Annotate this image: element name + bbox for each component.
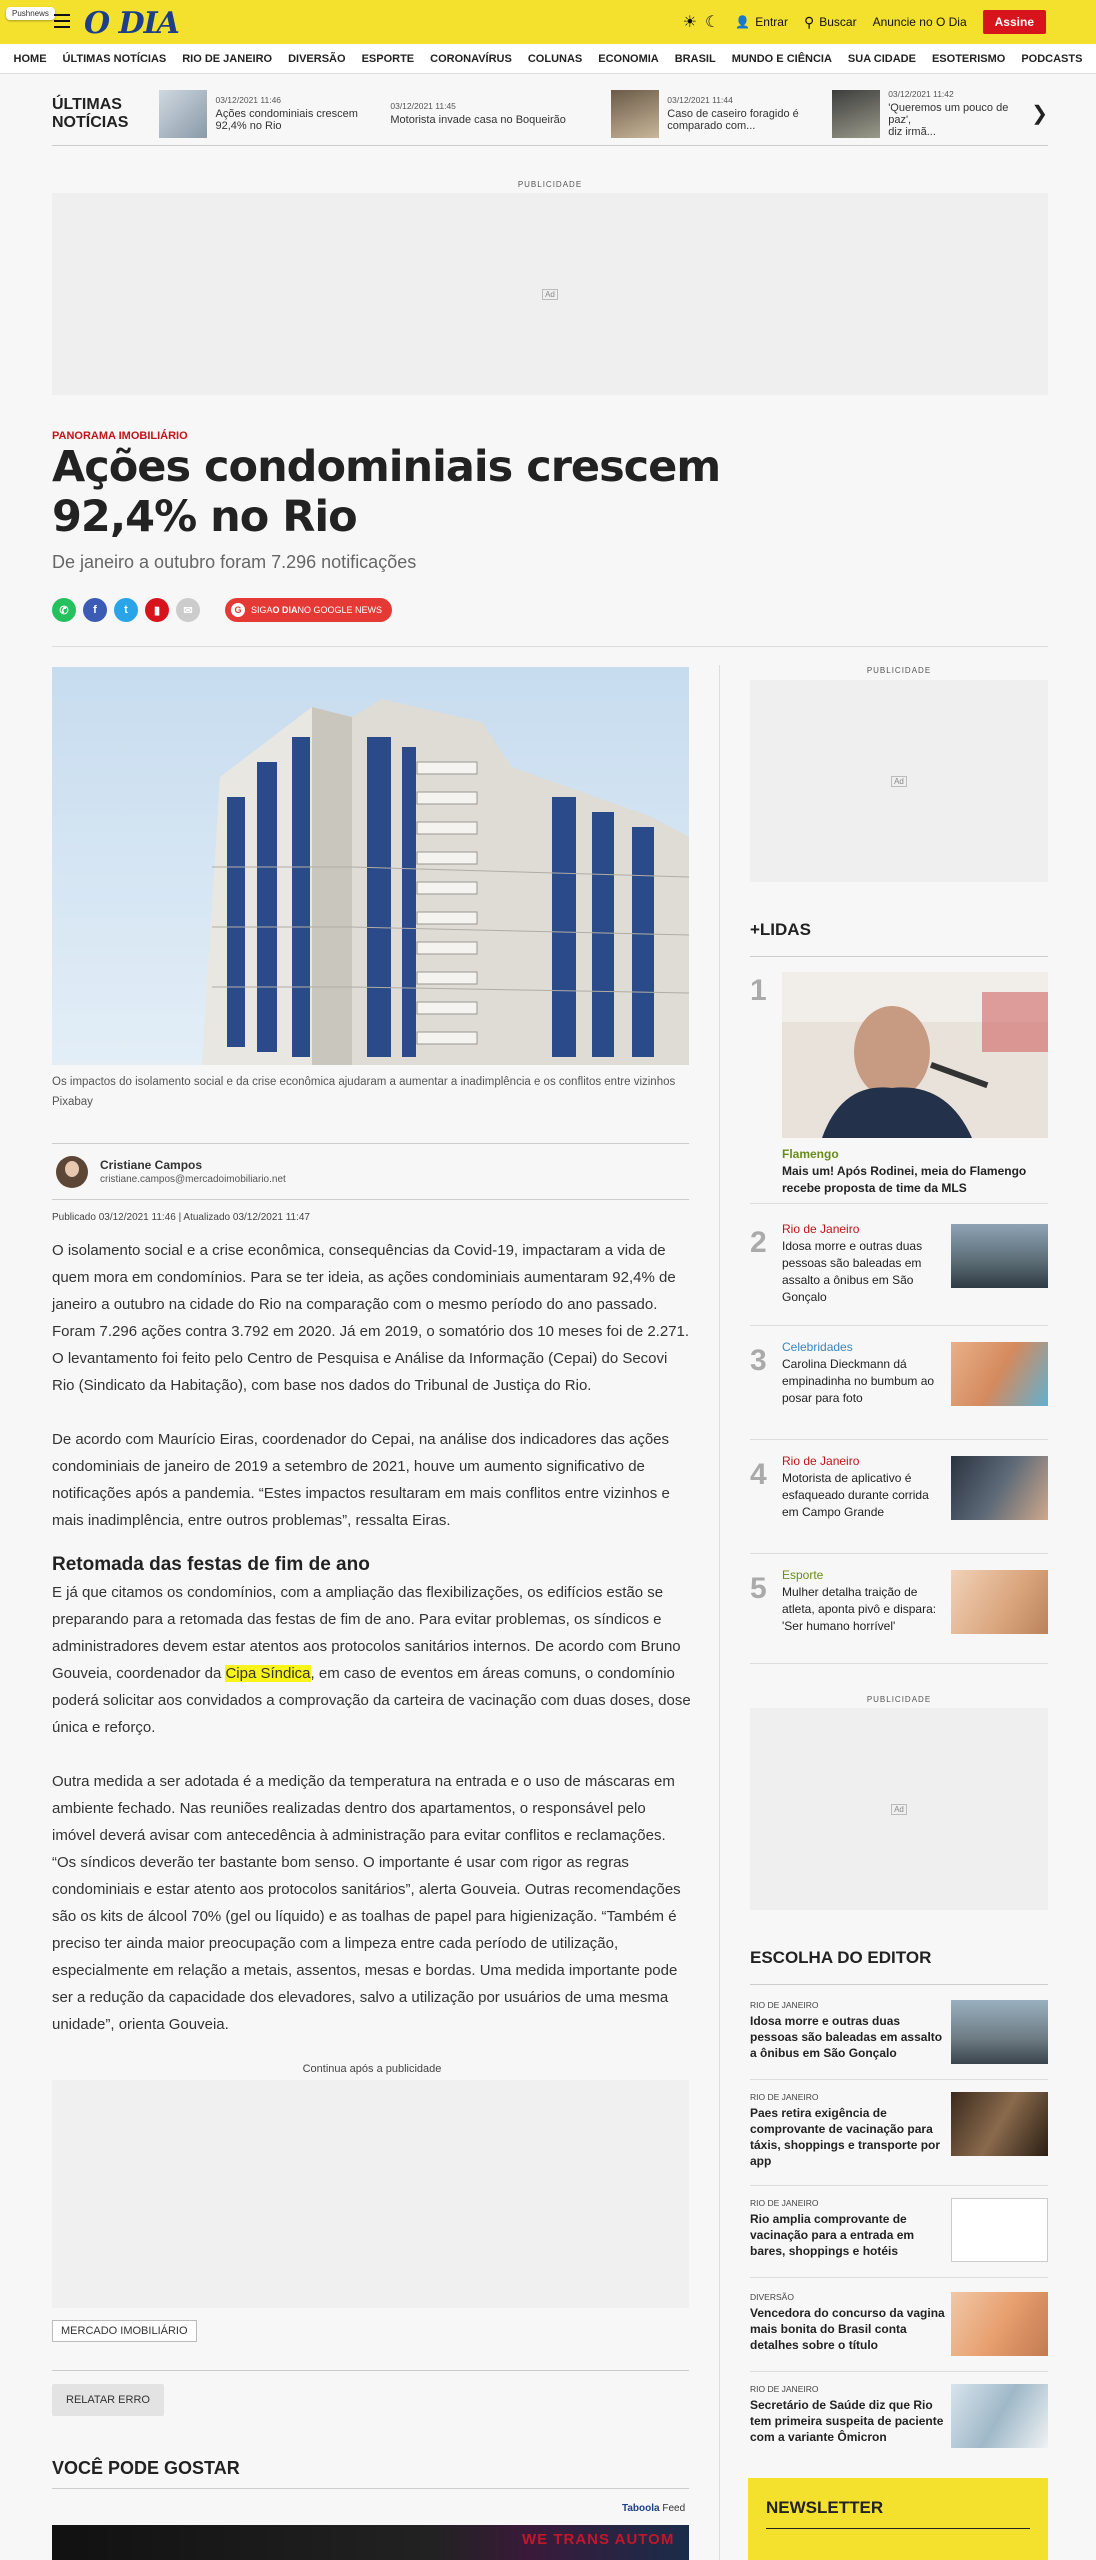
headline[interactable]: Motorista de aplicativo é esfaqueado durante corrida em Campo Grande xyxy=(782,1471,929,1519)
you-may-like-heading: VOCÊ PODE GOSTAR xyxy=(52,2458,240,2478)
ad-marker: Ad xyxy=(891,1804,907,1815)
ticker-item[interactable]: 03/12/2021 11:42 'Queremos um pouco de paz', diz irmã... xyxy=(832,89,1031,138)
avatar[interactable] xyxy=(56,1156,88,1188)
report-error-button[interactable]: RELATAR ERRO xyxy=(52,2384,164,2416)
category-label: RIO DE JANEIRO xyxy=(750,2000,819,2010)
article-body-2 xyxy=(52,1579,692,2065)
login-link[interactable] xyxy=(735,15,788,29)
column-divider xyxy=(719,665,720,2560)
category-label[interactable]: Rio de Janeiro xyxy=(782,1222,860,1236)
nav-item[interactable]: ECONOMIA xyxy=(598,52,659,65)
inline-ad[interactable] xyxy=(52,2080,689,2308)
thumbnail xyxy=(951,2384,1048,2448)
article-subtitle: De janeiro a outubro foram 7.296 notificações xyxy=(52,552,417,572)
newsletter-heading: NEWSLETTER xyxy=(766,2498,1030,2529)
most-read-image xyxy=(782,972,1048,1138)
category-label[interactable]: Esporte xyxy=(782,1568,824,1582)
nav-item[interactable]: COLUNAS xyxy=(527,52,583,65)
ad-label: PUBLICIDADE xyxy=(866,666,932,675)
editor-choice-heading: ESCOLHA DO EDITOR xyxy=(750,1948,932,1967)
nav-item[interactable]: MUNDO E CIÊNCIA xyxy=(731,52,832,65)
nav-item[interactable]: BRASIL xyxy=(674,52,716,65)
facebook-icon[interactable]: f xyxy=(83,598,107,622)
google-icon: G xyxy=(231,603,245,617)
menu-icon[interactable] xyxy=(54,14,70,32)
ad-label: PUBLICIDADE xyxy=(866,1695,932,1704)
rank-number: 3 xyxy=(750,1344,767,1377)
nav-item[interactable]: ESPORTE xyxy=(361,52,415,65)
divider xyxy=(750,956,1048,957)
newsletter-box xyxy=(748,2478,1048,2560)
taboola-label[interactable]: Taboola Feed xyxy=(622,2503,686,2514)
section-heading: Retomada das festas de fim de ano xyxy=(52,1554,370,1575)
category-label[interactable]: Rio de Janeiro xyxy=(782,1454,860,1468)
most-read-heading: +LIDAS xyxy=(750,920,811,939)
ad-marker: Ad xyxy=(891,776,907,787)
most-read-item[interactable] xyxy=(750,1222,1048,1326)
continue-label: Continua após a publicidade xyxy=(302,2063,442,2075)
category-label: RIO DE JANEIRO xyxy=(750,2198,819,2208)
headline[interactable]: Vencedora do concurso da vagina mais bonita do Brasil conta detalhes sobre o título xyxy=(750,2306,945,2352)
category-label[interactable]: Flamengo xyxy=(782,1147,839,1161)
editor-item[interactable] xyxy=(750,2092,1048,2186)
nav-item[interactable]: PODCASTS xyxy=(1021,52,1083,65)
search-label: Buscar xyxy=(819,15,857,29)
headline[interactable]: Mulher detalha traição de atleta, aponta pivô e dispara: 'Ser humano horrível' xyxy=(782,1585,937,1633)
editor-item[interactable] xyxy=(750,2000,1048,2080)
ticker-item[interactable]: 03/12/2021 11:45 Motorista invade casa no Boqueirão xyxy=(390,101,566,126)
latest-news-ticker xyxy=(52,82,1048,146)
ad-banner[interactable] xyxy=(52,193,1048,395)
search-icon: ⚲ xyxy=(803,13,815,30)
nav-item[interactable]: HOME xyxy=(13,52,47,65)
google-news-button[interactable]: G SIGA O DIA NO GOOGLE NEWS xyxy=(225,598,392,622)
twitter-icon[interactable]: t xyxy=(114,598,138,622)
author-box xyxy=(52,1143,689,1200)
sun-icon[interactable]: ☀ xyxy=(682,14,697,31)
nav-item[interactable]: SUA CIDADE xyxy=(847,52,916,65)
article-body-1 xyxy=(52,1237,692,1561)
whatsapp-icon[interactable]: ✆ xyxy=(52,598,76,622)
thumbnail xyxy=(951,1570,1048,1634)
highlighted-link[interactable]: Cipa Síndica xyxy=(225,1665,311,1682)
editor-item[interactable] xyxy=(750,2292,1048,2372)
divider xyxy=(52,2370,689,2371)
editor-item[interactable] xyxy=(750,2198,1048,2278)
thumbnail xyxy=(951,1224,1048,1288)
site-logo[interactable]: O DIA xyxy=(84,6,179,41)
ticker-thumbnail xyxy=(611,90,659,138)
divider xyxy=(52,2488,689,2489)
share-bar xyxy=(52,598,392,622)
category-label: DIVERSÃO xyxy=(750,2292,794,2302)
moon-icon[interactable]: ☾ xyxy=(704,14,720,31)
bookmark-icon[interactable]: ▮ xyxy=(145,598,169,622)
chevron-right-icon[interactable]: ❯ xyxy=(1031,103,1048,125)
ticker-label: ÚLTIMAS NOTÍCIAS xyxy=(52,95,129,131)
divider xyxy=(750,1984,1048,1985)
paragraph: De acordo com Maurício Eiras, coordenador do Cepai, na análise dos indicadores das ações condominiais de janeiro de 2019 a setembro de 2021, houve um aumento significativo de notificações após a pandemia. “Estes impactos resultaram em mais conflitos entre vizinhos e mais inadimplência, entre outros problemas”, ressalta Eiras. xyxy=(52,1431,670,1529)
nav-item[interactable]: CORONAVÍRUS xyxy=(430,52,512,65)
sidebar-ad[interactable] xyxy=(750,680,1048,882)
article-kicker[interactable]: PANORAMA IMOBILIÁRIO xyxy=(52,430,188,442)
publish-date: Publicado 03/12/2021 11:46 | Atualizado 03/12/2021 11:47 xyxy=(52,1212,310,1223)
nav-item[interactable]: DIVERSÃO xyxy=(288,52,346,65)
rank-number: 4 xyxy=(750,1458,767,1491)
ticker-item[interactable]: 03/12/2021 11:44 Caso de caseiro foragido é comparado com... xyxy=(611,90,832,138)
headline[interactable]: Carolina Dieckmann dá empinadinha no bumbum ao posar para foto xyxy=(782,1357,935,1405)
recommended-image[interactable] xyxy=(52,2525,689,2560)
rank-number: 2 xyxy=(750,1226,767,1259)
headline[interactable]: Secretário de Saúde diz que Rio tem primeira suspeita de paciente com a variante Ômicron xyxy=(750,2398,944,2444)
thumbnail xyxy=(951,2292,1048,2356)
image-caption: Os impactos do isolamento social e da crise econômica ajudaram a aumentar a inadimplência e os conflitos entre vizinhos Pixabay xyxy=(52,1072,692,1112)
most-read-item[interactable] xyxy=(750,1568,1048,1664)
headline[interactable]: Rio amplia comprovante de vacinação para a entrada em bares, shoppings e hotéis xyxy=(750,2212,915,2258)
advertise-link[interactable]: Anuncie no O Dia xyxy=(872,15,967,29)
headline[interactable]: Paes retira exigência de comprovante de vacinação para táxis, shoppings e transporte por app xyxy=(750,2106,941,2168)
user-icon: 👤 xyxy=(735,15,751,29)
category-label[interactable]: Celebridades xyxy=(782,1340,853,1354)
thumbnail xyxy=(951,2092,1048,2156)
email-icon[interactable]: ✉ xyxy=(176,598,200,622)
divider xyxy=(52,646,1048,647)
nav-item[interactable]: ESOTERISMO xyxy=(931,52,1006,65)
thumbnail xyxy=(951,1456,1048,1520)
ad-marker: Ad xyxy=(542,289,558,300)
ticker-item[interactable]: 03/12/2021 11:46 Ações condominiais crescem 92,4% no Rio xyxy=(159,90,390,138)
recommended-image-text: WE TRANS AUTOM xyxy=(522,2531,675,2548)
main-nav xyxy=(0,44,1096,74)
image-credit: Pixabay xyxy=(52,1096,93,1108)
rank-number: 1 xyxy=(750,974,767,1007)
editor-item[interactable] xyxy=(750,2384,1048,2460)
topic-tag[interactable]: MERCADO IMOBILIÁRIO xyxy=(52,2320,197,2342)
author-name[interactable]: Cristiane Campos xyxy=(100,1158,203,1172)
most-read-item[interactable] xyxy=(750,1340,1048,1440)
article-image xyxy=(52,667,689,1065)
thumbnail xyxy=(951,1342,1048,1406)
thumbnail xyxy=(951,2198,1048,2262)
top-bar xyxy=(0,0,1096,44)
paragraph: Outra medida a ser adotada é a medição da temperatura na entrada e o uso de máscaras em ambiente fechado. Nas reuniões realizadas dentro dos apartamentos, o responsável pelo imóvel deverá avisar com antecedência à administração para evitar conflitos e reclamações. “Os síndicos deverão ter bastante bom senso. O importante é usar com rigor as regras condominiais e estar atento aos protocolos sanitários”, alerta Gouveia. Outras recomendações são os kits de álcool 70% (gel ou líquido) e as toalhas de papel para higienização. “Também é preciso ter ainda maior preocupação com a limpeza entre cada período de utilização, especialmente em relação a metais, assentos, mesas e bordas. Uma medida importante pode ser a redução da capacidade dos elevadores, salvo a utilização por usuários de uma mesma unidade”, orienta Gouveia. xyxy=(52,1773,681,2033)
author-email[interactable]: cristiane.campos@mercadoimobiliario.net xyxy=(100,1174,286,1185)
article-title: Ações condominiais crescem 92,4% no Rio xyxy=(52,442,721,542)
thumbnail xyxy=(951,2000,1048,2064)
category-label: RIO DE JANEIRO xyxy=(750,2092,819,2102)
paragraph: E já que citamos os condomínios, com a ampliação das flexibilizações, os edifícios estão se preparando para a retomada das festas de fim de ano. Para evitar problemas, os síndicos e administradores devem estar atentos aos protocolos sanitários internos. De acordo com Bruno Gouveia, coordenador da Cipa Síndica, em caso de eventos em áreas comuns, o condomínio poderá solicitar aos convidados a comprovação da carteira de vacinação com duas doses, dose única e reforço. xyxy=(52,1584,691,1736)
most-read-item[interactable] xyxy=(750,970,1048,1204)
nav-item[interactable]: ÚLTIMAS NOTÍCIAS xyxy=(62,52,167,65)
rank-number: 5 xyxy=(750,1572,767,1605)
headline[interactable]: Idosa morre e outras duas pessoas são baleadas em assalto a ônibus em São Gonçalo xyxy=(782,1239,923,1304)
ticker-thumbnail xyxy=(832,90,880,138)
ad-label: PUBLICIDADE xyxy=(517,180,583,189)
paragraph: O isolamento social e a crise econômica, consequências da Covid-19, impactaram a vida de quem mora em condomínios. Para se ter ideia, as ações condominiais aumentaram 92,4% de janeiro a outubro na cidade do Rio na comparação com o mesmo período do ano passado. Foram 7.296 ações contra 3.792 em 2020. Já em 2019, o somatório dos 10 meses foi de 2.271. O levantamento foi feito pelo Centro de Pesquisa e Análise da Informação (Cepai) do Secovi Rio (Sindicato da Habitação), com base nos dados do Tribunal de Justiça do Rio. xyxy=(52,1242,690,1394)
headline[interactable]: Idosa morre e outras duas pessoas são baleadas em assalto a ônibus em São Gonçalo xyxy=(750,2014,943,2060)
search-link[interactable] xyxy=(804,14,857,31)
ticker-thumbnail xyxy=(159,90,207,138)
category-label: RIO DE JANEIRO xyxy=(750,2384,819,2394)
login-label: Entrar xyxy=(755,15,788,29)
nav-item[interactable]: RIO DE JANEIRO xyxy=(182,52,273,65)
sidebar-ad[interactable] xyxy=(750,1708,1048,1910)
subscribe-button[interactable]: Assine xyxy=(983,10,1046,34)
headline[interactable]: Mais um! Após Rodinei, meia do Flamengo recebe proposta de time da MLS xyxy=(782,1164,1027,1195)
pushnews-badge[interactable]: Pushnews xyxy=(6,7,55,20)
most-read-item[interactable] xyxy=(750,1454,1048,1554)
